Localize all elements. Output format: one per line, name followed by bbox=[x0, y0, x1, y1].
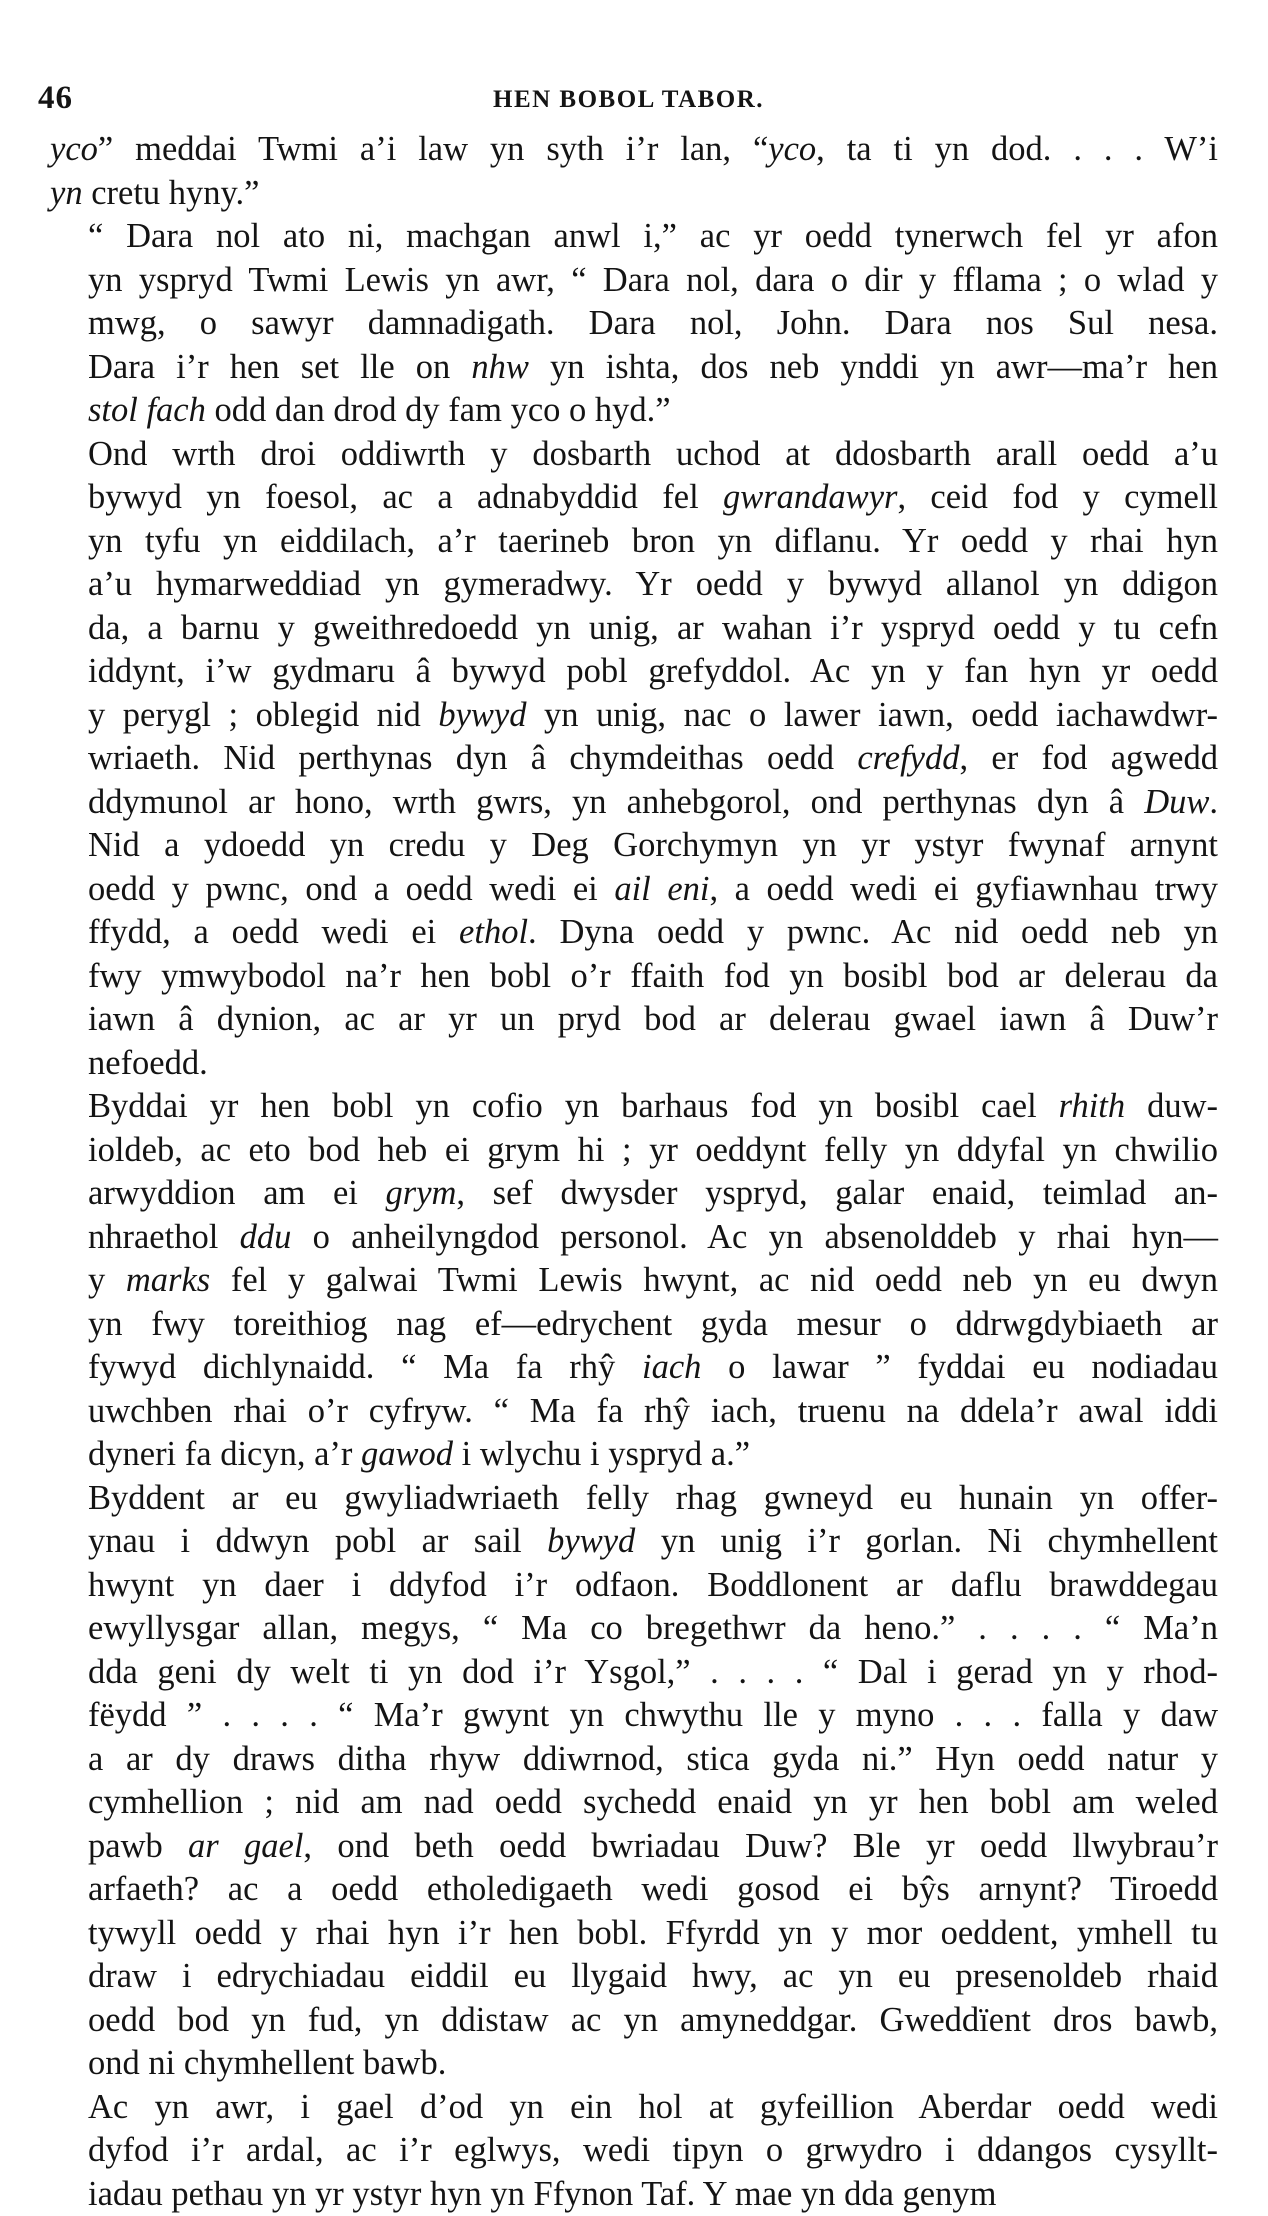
text-line bbox=[50, 520, 1218, 564]
text-run: hwynt yn daer i ddyfod i’r odfaon. Boddlonent ar daflu brawddegau bbox=[88, 1566, 1218, 1604]
italic-text: bywyd bbox=[438, 696, 526, 734]
text-run: yn tyfu yn eiddilach, a’r taerineb bron yn diflanu. Yr oedd y rhai hyn bbox=[88, 522, 1218, 560]
text-run: iawn â dynion, ac ar yr un pryd bod ar delerau gwael iawn â Duw’r bbox=[88, 1000, 1218, 1038]
text-line bbox=[50, 1433, 1218, 1477]
text-line bbox=[50, 824, 1218, 868]
text-run: iadau pethau yn yr ystyr hyn yn Ffynon Taf. Y mae yn dda genym bbox=[88, 2175, 996, 2213]
paragraph bbox=[50, 1085, 1218, 1477]
text-line bbox=[50, 737, 1218, 781]
italic-text: gawod bbox=[361, 1435, 453, 1473]
text-line bbox=[50, 607, 1218, 651]
text-run: nhraethol bbox=[88, 1218, 240, 1256]
text-run: “ Dara nol ato ni, machgan anwl i,” ac yr oedd tynerwch fel yr afon bbox=[88, 217, 1218, 255]
paragraph bbox=[50, 2086, 1218, 2216]
text-line bbox=[50, 1651, 1218, 1695]
italic-text: crefydd bbox=[857, 739, 959, 777]
text-run: oedd y pwnc, ond a oedd wedi ei bbox=[88, 870, 614, 908]
text-line bbox=[50, 563, 1218, 607]
text-run: fel y galwai Twmi Lewis hwynt, ac nid oedd neb yn eu dwyn bbox=[210, 1261, 1218, 1299]
text-line bbox=[50, 1303, 1218, 1347]
text-run: odd dan drod dy fam yco o hyd.” bbox=[206, 391, 671, 429]
text-run: pawb bbox=[88, 1827, 188, 1865]
text-line bbox=[50, 215, 1218, 259]
text-run: . bbox=[1209, 783, 1218, 821]
text-line bbox=[50, 1825, 1218, 1869]
italic-text: ddu bbox=[240, 1218, 292, 1256]
italic-text: gwrandawyr bbox=[723, 478, 897, 516]
running-head bbox=[38, 80, 1218, 120]
text-run: fwy ymwybodol na’r hen bobl o’r ffaith fod yn bosibl bod ar delerau da bbox=[88, 957, 1218, 995]
running-title: HEN BOBOL TABOR. bbox=[493, 86, 764, 114]
text-run: yn yspryd Twmi Lewis yn awr, “ Dara nol, dara o dir y fflama ; o wlad y bbox=[88, 261, 1218, 299]
italic-text: bywyd bbox=[547, 1522, 635, 1560]
text-run: a’u hymarweddiad yn gymeradwy. Yr oedd y bywyd allanol yn ddigon bbox=[88, 565, 1218, 603]
text-run: Ond wrth droi oddiwrth y dosbarth uchod at ddosbarth arall oedd a’u bbox=[88, 435, 1218, 473]
text-line bbox=[50, 1259, 1218, 1303]
paragraph bbox=[50, 128, 1218, 215]
text-run: y perygl ; oblegid nid bbox=[88, 696, 438, 734]
text-line bbox=[50, 694, 1218, 738]
text-run: fëydd ” . . . . “ Ma’r gwynt yn chwythu lle y myno . . . falla y daw bbox=[88, 1696, 1218, 1734]
text-line bbox=[50, 955, 1218, 999]
text-line bbox=[50, 1738, 1218, 1782]
text-line bbox=[50, 1477, 1218, 1521]
text-run: Byddai yr hen bobl yn cofio yn barhaus fod yn bosibl cael bbox=[88, 1087, 1059, 1125]
text-line bbox=[50, 1042, 1218, 1086]
text-run: mwg, o sawyr damnadigath. Dara nol, John. Dara nos Sul nesa. bbox=[88, 304, 1218, 342]
italic-text: ethol bbox=[459, 913, 528, 951]
text-line bbox=[50, 433, 1218, 477]
italic-text: grym bbox=[386, 1174, 457, 1212]
italic-text: nhw bbox=[471, 348, 529, 386]
paragraph bbox=[50, 215, 1218, 433]
text-line bbox=[50, 998, 1218, 1042]
text-line bbox=[50, 1868, 1218, 1912]
text-line bbox=[50, 2042, 1218, 2086]
text-run: dyneri fa dicyn, a’r bbox=[88, 1435, 361, 1473]
text-line bbox=[50, 868, 1218, 912]
text-run: fywyd dichlynaidd. “ Ma fa rhŷ bbox=[88, 1348, 642, 1386]
text-line bbox=[50, 1607, 1218, 1651]
body-text bbox=[50, 128, 1218, 2216]
text-run: ffydd, a oedd wedi ei bbox=[88, 913, 459, 951]
italic-text: marks bbox=[126, 1261, 210, 1299]
text-run: a ar dy draws ditha rhyw ddiwrnod, stica gyda ni.” Hyn oedd natur y bbox=[88, 1740, 1218, 1778]
text-line bbox=[50, 128, 1218, 172]
text-run: o anheilyngdod personol. Ac yn absenolddeb y rhai hyn— bbox=[291, 1218, 1218, 1256]
text-run: , er fod agwedd bbox=[959, 739, 1218, 777]
text-run: . Dyna oedd y pwnc. Ac nid oedd neb yn bbox=[528, 913, 1218, 951]
text-line bbox=[50, 2173, 1218, 2216]
text-run: da, a barnu y gweithredoedd yn unig, ar wahan i’r yspryd oedd y tu cefn bbox=[88, 609, 1218, 647]
italic-text: rhith bbox=[1059, 1087, 1125, 1125]
text-line bbox=[50, 650, 1218, 694]
text-run: ddymunol ar hono, wrth gwrs, yn anhebgorol, ond perthynas dyn â bbox=[88, 783, 1144, 821]
text-line bbox=[50, 1520, 1218, 1564]
text-run: ioldeb, ac eto bod heb ei grym hi ; yr oeddynt felly yn ddyfal yn chwilio bbox=[88, 1131, 1218, 1169]
text-line bbox=[50, 781, 1218, 825]
text-line bbox=[50, 172, 1218, 216]
text-run: dda geni dy welt ti yn dod i’r Ysgol,” . . . . “ Dal i gerad yn y rhod- bbox=[88, 1653, 1218, 1691]
text-run: draw i edrychiadau eiddil eu llygaid hwy, ac yn eu presenoldeb rhaid bbox=[88, 1957, 1218, 1995]
text-run: , ceid fod y cymell bbox=[897, 478, 1218, 516]
text-run: yn ishta, dos neb ynddi yn awr—ma’r hen bbox=[529, 348, 1218, 386]
paragraph bbox=[50, 433, 1218, 1086]
text-run: tywyll oedd y rhai hyn i’r hen bobl. Ffyrdd yn y mor oeddent, ymhell tu bbox=[88, 1914, 1218, 1952]
italic-text: ar gael bbox=[188, 1827, 303, 1865]
text-run: dyfod i’r ardal, ac i’r eglwys, wedi tipyn o grwydro i ddangos cysyllt- bbox=[88, 2131, 1218, 2169]
text-line bbox=[50, 2086, 1218, 2130]
text-run: o lawar ” fyddai eu nodiadau bbox=[701, 1348, 1218, 1386]
text-run: iddynt, i’w gydmaru â bywyd pobl grefyddol. Ac yn y fan hyn yr oedd bbox=[88, 652, 1218, 690]
text-run: uwchben rhai o’r cyfryw. “ Ma fa rhŷ iach, truenu na ddela’r awal iddi bbox=[88, 1392, 1218, 1430]
text-line bbox=[50, 346, 1218, 390]
text-line bbox=[50, 302, 1218, 346]
text-run: ewyllysgar allan, megys, “ Ma co bregethwr da heno.” . . . . “ Ma’n bbox=[88, 1609, 1218, 1647]
text-run: oedd bod yn fud, yn ddistaw ac yn amyneddgar. Gweddïent dros bawb, bbox=[88, 2001, 1218, 2039]
italic-text: Duw bbox=[1144, 783, 1209, 821]
text-line bbox=[50, 476, 1218, 520]
text-run: Ac yn awr, i gael d’od yn ein hol at gyfeillion Aberdar oedd wedi bbox=[88, 2088, 1218, 2126]
text-run: i wlychu i yspryd a.” bbox=[453, 1435, 750, 1473]
text-run: Nid a ydoedd yn credu y Deg Gorchymyn yn yr ystyr fwynaf arnynt bbox=[88, 826, 1218, 864]
text-run: , ta ti yn dod. . . . W’i bbox=[816, 130, 1218, 168]
text-run: y bbox=[88, 1261, 126, 1299]
text-run: duw- bbox=[1125, 1087, 1218, 1125]
text-run: ynau i ddwyn pobl ar sail bbox=[88, 1522, 547, 1560]
text-run: arwyddion am ei bbox=[88, 1174, 386, 1212]
text-line bbox=[50, 1390, 1218, 1434]
text-run: Byddent ar eu gwyliadwriaeth felly rhag gwneyd eu hunain yn offer- bbox=[88, 1479, 1218, 1517]
text-line bbox=[50, 389, 1218, 433]
text-line bbox=[50, 1085, 1218, 1129]
text-run: , a oedd wedi ei gyfiawnhau trwy bbox=[709, 870, 1218, 908]
italic-text: yco bbox=[768, 130, 816, 168]
text-run: yn unig i’r gorlan. Ni chymhellent bbox=[635, 1522, 1218, 1560]
text-line bbox=[50, 1912, 1218, 1956]
text-run: nefoedd. bbox=[88, 1044, 208, 1082]
text-run: , ond beth oedd bwriadau Duw? Ble yr oedd llwybrau’r bbox=[303, 1827, 1218, 1865]
page-number: 46 bbox=[38, 80, 73, 117]
text-line bbox=[50, 1781, 1218, 1825]
paragraph bbox=[50, 1477, 1218, 2086]
text-line bbox=[50, 1346, 1218, 1390]
text-run: yn fwy toreithiog nag ef—edrychent gyda mesur o ddrwgdybiaeth ar bbox=[88, 1305, 1218, 1343]
text-run: ond ni chymhellent bawb. bbox=[88, 2044, 446, 2082]
text-line bbox=[50, 1216, 1218, 1260]
text-line bbox=[50, 1564, 1218, 1608]
text-line bbox=[50, 1172, 1218, 1216]
text-run: ” meddai Twmi a’i law yn syth i’r lan, “ bbox=[98, 130, 768, 168]
text-run: yn unig, nac o lawer iawn, oedd iachawdwr- bbox=[526, 696, 1218, 734]
text-line bbox=[50, 1129, 1218, 1173]
text-run: cymhellion ; nid am nad oedd sychedd enaid yn yr hen bobl am weled bbox=[88, 1783, 1218, 1821]
text-line bbox=[50, 1999, 1218, 2043]
italic-text: ail eni bbox=[614, 870, 709, 908]
italic-text: iach bbox=[642, 1348, 701, 1386]
text-line bbox=[50, 1955, 1218, 1999]
text-line bbox=[50, 259, 1218, 303]
text-run: arfaeth? ac a oedd etholedigaeth wedi gosod ei bŷs arnynt? Tiroedd bbox=[88, 1870, 1218, 1908]
italic-text: yn bbox=[50, 174, 83, 212]
text-line bbox=[50, 2129, 1218, 2173]
text-run: bywyd yn foesol, ac a adnabyddid fel bbox=[88, 478, 723, 516]
italic-text: yco bbox=[50, 130, 98, 168]
text-run: , sef dwysder yspryd, galar enaid, teimlad an- bbox=[456, 1174, 1218, 1212]
text-line bbox=[50, 911, 1218, 955]
text-run: cretu hyny.” bbox=[83, 174, 260, 212]
text-run: wriaeth. Nid perthynas dyn â chymdeithas oedd bbox=[88, 739, 857, 777]
text-run: Dara i’r hen set lle on bbox=[88, 348, 471, 386]
italic-text: stol fach bbox=[88, 391, 206, 429]
text-line bbox=[50, 1694, 1218, 1738]
